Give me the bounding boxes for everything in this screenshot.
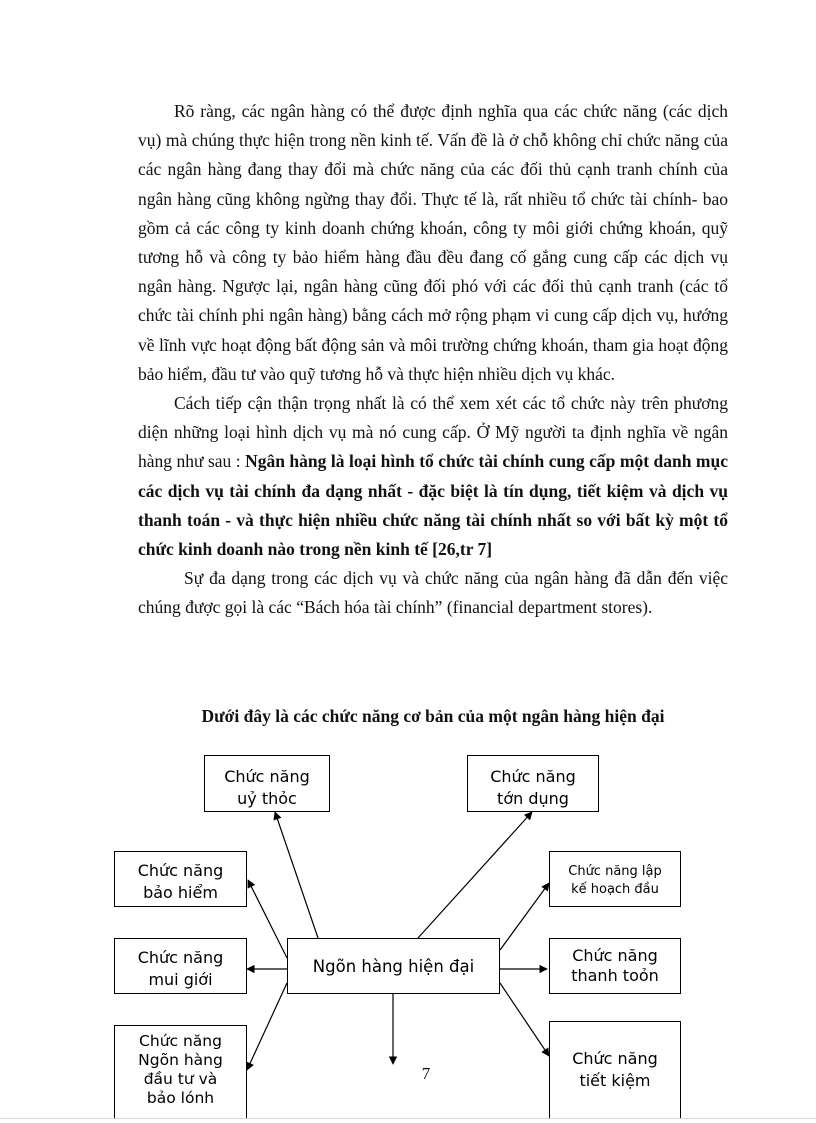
diagram-heading: Dưới đây là các chức năng cơ bản của một ngân hàng hiện đại [201,706,665,726]
box-thanh-toan-label: Chức năng thanh toỏn [571,946,659,985]
arrow-to-uy-thac [275,812,318,938]
box-tin-dung [467,755,599,812]
page-bottom-divider [0,1118,816,1119]
box-bao-hiem [114,851,247,907]
paragraph-1: Rõ ràng, các ngân hàng có thể được định nghĩa qua các chức năng (các dịch vụ) mà chúng thực hiện trong nền kinh tế. Vấn đề là ở chỗ không chỉ chức năng của các ngân hàng đang thay đổi mà chức năng của các đối thủ cạnh tranh chính của ngân hàng cũng không ngừng thay đổi. Thực tế là, rất nhiều tổ chức tài chính- bao gồm cả các công ty kinh doanh chứng khoán, công ty môi giới chứng khoán, quỹ tương hỗ và công ty bảo hiểm hàng đầu đều đang cố gắng cung cấp các dịch vụ ngân hàng. Ngược lại, ngân hàng cũng đối phó với các đối thủ cạnh tranh (các tổ chức tài chính phi ngân hàng) bằng cách mở rộng phạm vi cung cấp dịch vụ, hướng về lĩnh vực hoạt động bất động sản và môi trường chứng khoán, tham gia hoạt động bảo hiểm, đầu tư vào quỹ tương hỗ và thực hiện nhiều dịch vụ khác. [138,101,728,384]
box-modern-bank-label: Ngõn hàng hiện đại [312,956,475,976]
box-uy-thac [204,755,330,812]
paragraph-3: Sự đa dạng trong các dịch vụ và chức năng của ngân hàng đã dẫn đến việc chúng được gọi là các “Bách hóa tài chính” (financial department stores). [138,568,728,618]
box-moi-gioi [114,938,247,994]
box-modern-bank [287,938,500,994]
box-tiet-kiem-label: Chức năng tiết kiệm [572,1049,658,1090]
bank-definition: Ngân hàng là loại hình tổ chức tài chính cung cấp một danh mục các dịch vụ tài chính đa dạng nhất - đặc biệt là tín dụng, tiết kiệm và dịch vụ thanh toán - và thực hiện nhiều chức năng tài chính nhất so với bất kỳ một tổ chức kinh doanh nào trong nền kinh tế [26,tr 7] [138,451,728,560]
box-dau-tu [114,1025,247,1119]
page-number: 7 [421,1064,431,1083]
box-bao-hiem-label: Chức năng bảo hiểm [137,861,224,902]
arrow-to-bao-hiem [248,880,287,958]
paragraph-2-text: Cách tiếp cận thận trọng nhất là có thể xem xét các tổ chức này trên phương diện những loại hình dịch vụ mà nó cung cấp. Ở Mỹ người ta định nghĩa về ngân hàng như sau : [138,393,728,472]
box-uy-thac-label: Chức năng uỷ thỏc [224,766,310,808]
box-tin-dung-label: Chức năng tớn dụng [490,766,576,808]
box-moi-gioi-label: Chức năng mui giới [137,948,224,989]
arrow-to-ke-hoach [500,883,549,950]
arrow-to-tin-dung [418,812,532,938]
arrow-to-dau-tu [247,983,287,1070]
box-ke-hoach-label: Chức năng lập kế hoạch đầu [568,864,662,897]
box-thanh-toan [549,938,681,994]
box-dau-tu-label: Chức năng Ngõn hàng đầu tư và bảo lónh [138,1032,223,1107]
box-ke-hoach [549,851,681,907]
box-tiet-kiem [549,1021,681,1119]
arrow-to-tiet-kiem [500,983,549,1056]
